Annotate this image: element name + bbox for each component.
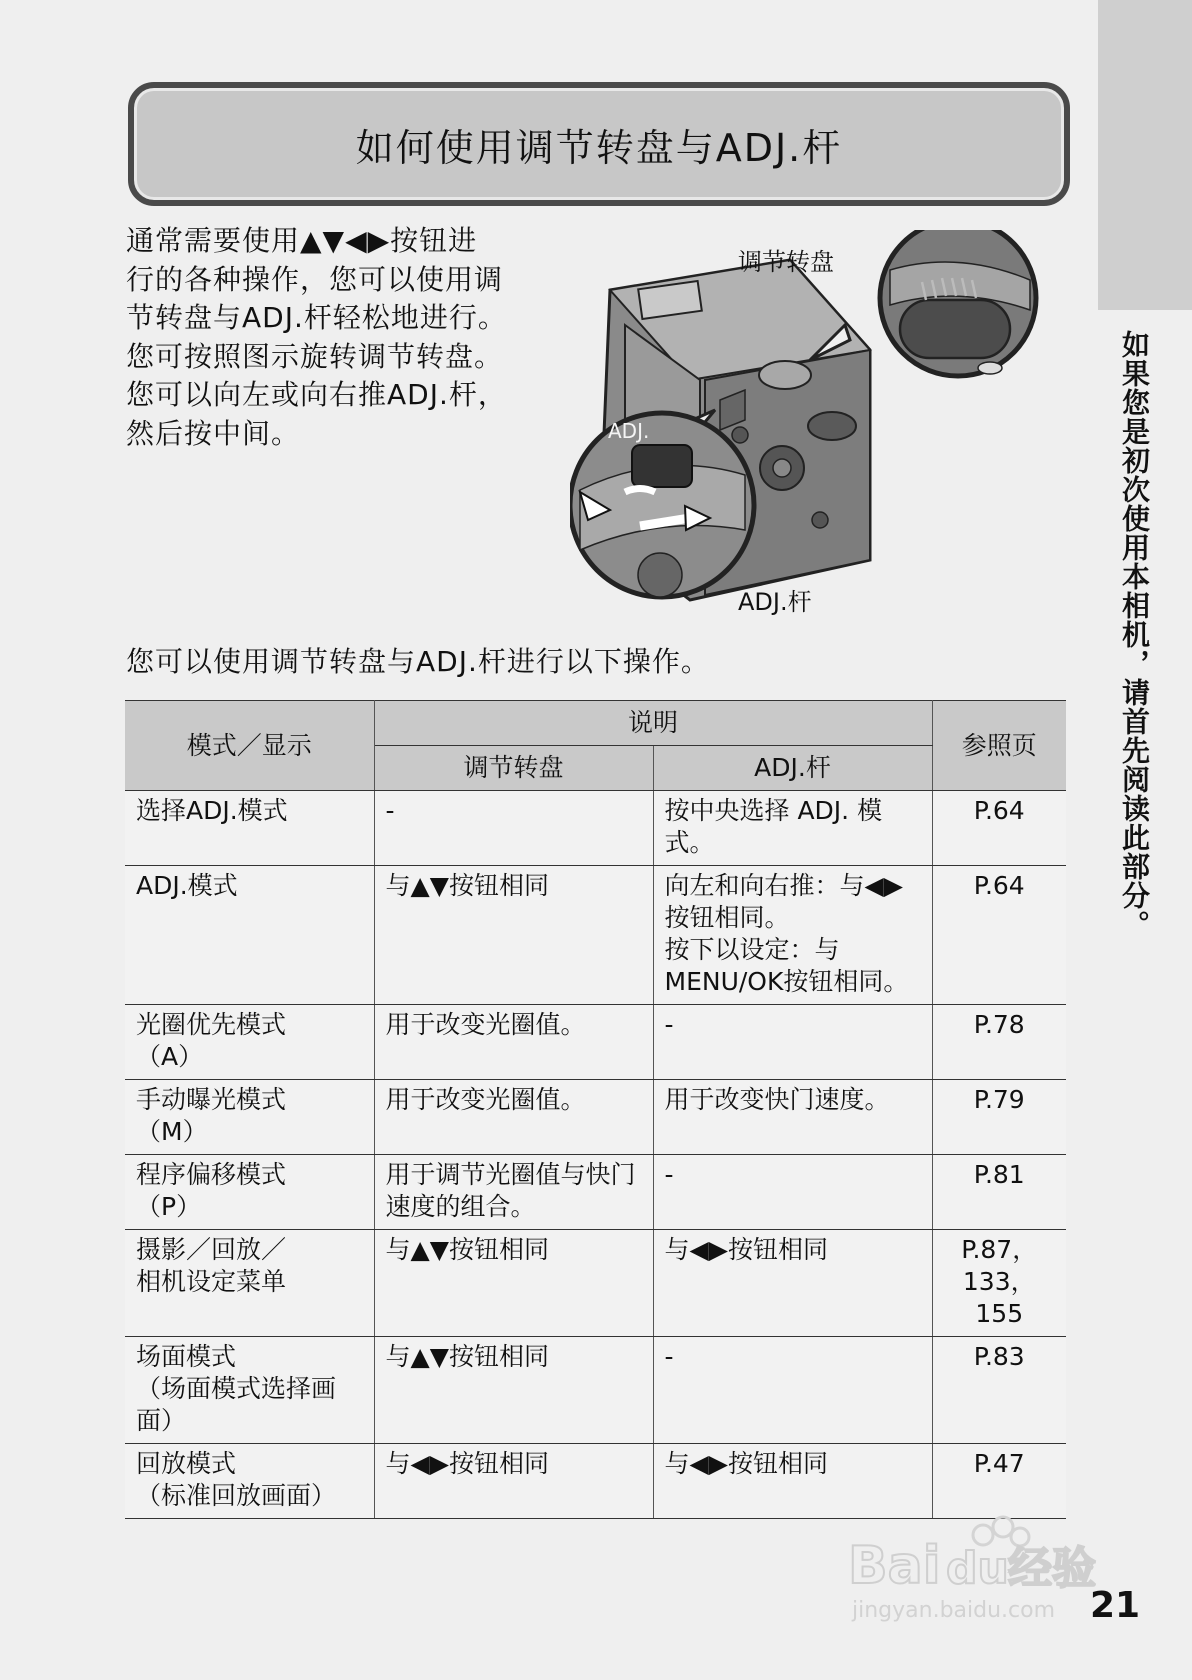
header-mode: 模式／显示 bbox=[125, 701, 374, 791]
lever-cell: 与◀▶按钮相同 bbox=[653, 1444, 932, 1519]
watermark bbox=[848, 1505, 1128, 1625]
table-row bbox=[125, 1080, 1066, 1155]
dial-cell: 用于改变光圈值。 bbox=[374, 1005, 653, 1080]
mode-cell: 场面模式 （场面模式选择画面） bbox=[125, 1337, 374, 1444]
ref-cell: P.87， 133，155 bbox=[932, 1230, 1066, 1337]
ref-cell: P.47 bbox=[932, 1444, 1066, 1519]
table-intro: 您可以使用调节转盘与ADJ.杆进行以下操作。 bbox=[126, 645, 710, 678]
mode-cell: 摄影／回放／ 相机设定菜单 bbox=[125, 1230, 374, 1337]
ref-cell: P.78 bbox=[932, 1005, 1066, 1080]
mode-cell: 程序偏移模式 （P） bbox=[125, 1155, 374, 1230]
intro-line: 然后按中间。 bbox=[126, 416, 301, 450]
ref-cell: P.64 bbox=[932, 866, 1066, 1005]
page-title: 如何使用调节转盘与ADJ.杆 bbox=[128, 82, 1070, 206]
lever-adj-text: ADJ. bbox=[608, 419, 650, 443]
dial-cell: 用于改变光圈值。 bbox=[374, 1080, 653, 1155]
page-number: 21 bbox=[1090, 1585, 1141, 1626]
dial-cell: 与▲▼按钮相同 bbox=[374, 1230, 653, 1337]
dial-cell: 与◀▶按钮相同 bbox=[374, 1444, 653, 1519]
mode-cell: 光圈优先模式 （A） bbox=[125, 1005, 374, 1080]
table-row bbox=[125, 1230, 1066, 1337]
lever-cell: 向左和向右推：与◀▶按钮相同。 按下以设定：与MENU/OK按钮相同。 bbox=[653, 866, 932, 1005]
table-row bbox=[125, 1005, 1066, 1080]
watermark-service: 经验 bbox=[1008, 1543, 1096, 1594]
lever-cell: - bbox=[653, 1005, 932, 1080]
section-tab-label: 如果您是初次使用本相机，请首先阅读此部分。 bbox=[1118, 330, 1151, 939]
lever-cell: 用于改变快门速度。 bbox=[653, 1080, 932, 1155]
ref-cell: P.79 bbox=[932, 1080, 1066, 1155]
dial-cell: 用于调节光圈值与快门速度的组合。 bbox=[374, 1155, 653, 1230]
intro-line: 通常需要使用▲▼◀▶按钮进 bbox=[126, 224, 478, 257]
lever-label: ADJ.杆 bbox=[738, 588, 812, 616]
ref-cell: P.81 bbox=[932, 1155, 1066, 1230]
lever-closeup bbox=[570, 410, 754, 597]
watermark-brand2: du bbox=[946, 1543, 1009, 1594]
intro-line: 您可以向左或向右推ADJ.杆， bbox=[126, 378, 507, 411]
watermark-brand: Bai bbox=[848, 1536, 941, 1596]
camera-illustration bbox=[570, 230, 1070, 630]
intro-line: 行的各种操作，您可以使用调 bbox=[126, 262, 504, 296]
lever-cell: - bbox=[653, 1155, 932, 1230]
lever-cell: - bbox=[653, 1337, 932, 1444]
operations-table bbox=[125, 700, 1066, 1519]
ref-cell: P.83 bbox=[932, 1337, 1066, 1444]
table-row bbox=[125, 866, 1066, 1005]
table-row bbox=[125, 1337, 1066, 1444]
header-lever: ADJ.杆 bbox=[653, 746, 932, 791]
watermark-url: jingyan.baidu.com bbox=[852, 1598, 1056, 1623]
dial-cell: 与▲▼按钮相同 bbox=[374, 1337, 653, 1444]
section-tab bbox=[1098, 0, 1192, 310]
header-ref: 参照页 bbox=[932, 701, 1066, 791]
mode-cell: 选择ADJ.模式 bbox=[125, 791, 374, 866]
lever-cell: 与◀▶按钮相同 bbox=[653, 1230, 932, 1337]
table-row bbox=[125, 1155, 1066, 1230]
intro-paragraph bbox=[126, 222, 566, 453]
mode-cell: 手动曝光模式 （M） bbox=[125, 1080, 374, 1155]
intro-line: 节转盘与ADJ.杆轻松地进行。 bbox=[126, 301, 507, 334]
mode-cell: ADJ.模式 bbox=[125, 866, 374, 1005]
dial-label: 调节转盘 bbox=[738, 248, 834, 276]
header-dial: 调节转盘 bbox=[374, 746, 653, 791]
ref-cell: P.64 bbox=[932, 791, 1066, 866]
lever-cell: 按中央选择 ADJ. 模式。 bbox=[653, 791, 932, 866]
dial-cell: 与▲▼按钮相同 bbox=[374, 866, 653, 1005]
watermark-logo bbox=[848, 1505, 1128, 1625]
header-desc: 说明 bbox=[374, 701, 932, 746]
camera-drawing bbox=[570, 230, 1070, 630]
intro-line: 您可按照图示旋转调节转盘。 bbox=[126, 339, 504, 373]
mode-cell: 回放模式 （标准回放画面） bbox=[125, 1444, 374, 1519]
dial-cell: - bbox=[374, 791, 653, 866]
table-row bbox=[125, 791, 1066, 866]
